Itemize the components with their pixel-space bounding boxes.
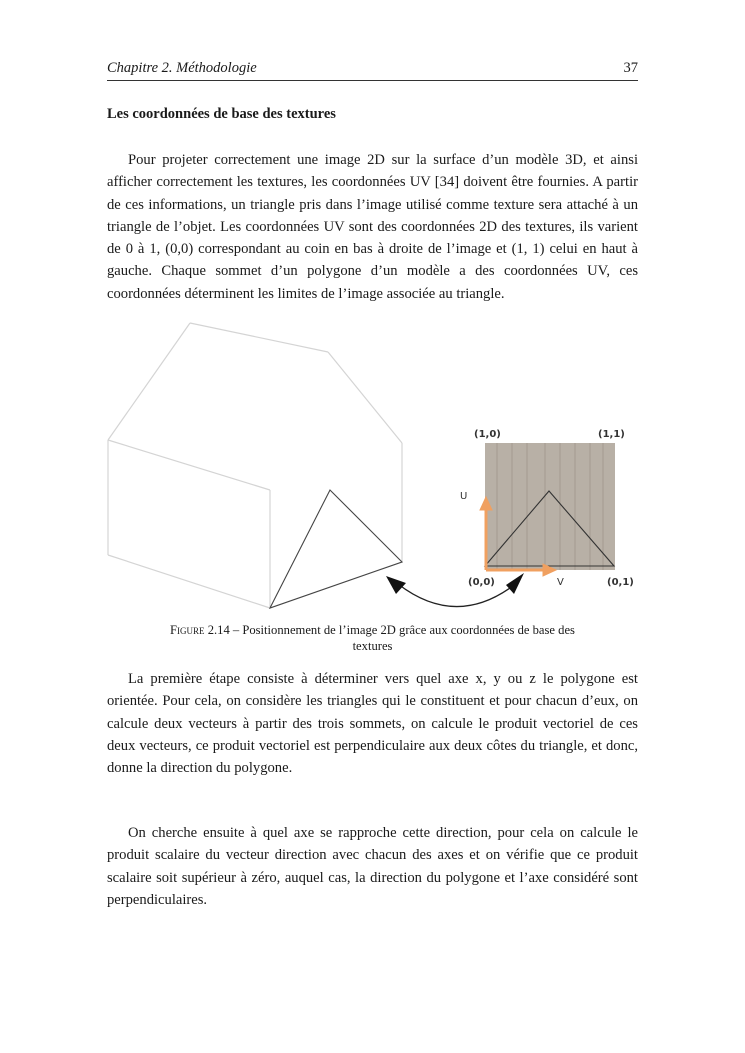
caption-number: 2.14	[207, 623, 230, 637]
label-v: V	[557, 577, 564, 588]
paragraph-3: On cherche ensuite à quel axe se rapproche cette direction, pour cela on calcule le produit scalaire du vecteur direction avec chacun des axes et on vérifie que ce produit scalaire soit supérieur à zéro, auquel cas, la direction du polygone et l’axe considéré sont perpendiculaires.	[107, 825, 638, 908]
running-header	[107, 60, 638, 81]
texture-image	[485, 443, 615, 570]
uv-mapping-figure	[100, 315, 645, 615]
house-model	[108, 323, 402, 608]
arrowhead-left-icon	[386, 576, 406, 594]
label-0-1: (0,1)	[607, 577, 634, 588]
chapter-title: Chapitre 2. Méthodologie	[107, 60, 257, 76]
label-u: U	[460, 491, 468, 502]
model-triangle	[270, 490, 402, 608]
figure-caption	[160, 622, 585, 654]
paragraph-2: La première étape consiste à déterminer vers quel axe x, y ou z le polygone est orientée. Pour cela, on considère les triangles qui le constituent et pour chacun d’eux, on calcule deux vecteurs à partir des trois sommets, on calcule le produit vectoriel de ces deux vecteurs, ce produit vectoriel est perpendiculaire aux deux côtes du triangle, et donc, donne la direction du polygone.	[107, 671, 638, 777]
arrowhead-right-icon	[506, 573, 524, 594]
caption-label: Figure	[170, 623, 205, 637]
paragraph-1: Pour projeter correctement une image 2D sur la surface d’un modèle 3D, et ainsi afficher correctement les textures, les coordonnées UV [34] doivent être fournies. A partir de ces informations, un triangle pris dans l’image utilisé comme texture sera attaché à un triangle de l’objet. Les coordonnées UV sont des coordonnées 2D des textures, ils varient de 0 à 1, (0,0) correspondant au coin en bas à droite de l’image et (1, 1) celui en haut à gauche. Chaque sommet d’un polygone d’un modèle a des coordonnées UV, ces coordonnées déterminent les limites de l’image associée au triangle.	[107, 152, 638, 302]
label-1-0: (1,0)	[474, 429, 501, 440]
label-0-0: (0,0)	[468, 577, 495, 588]
page-number: 37	[623, 60, 638, 76]
caption-text: – Positionnement de l’image 2D grâce aux coordonnées de base des textures	[229, 623, 575, 653]
label-1-1: (1,1)	[598, 429, 625, 440]
section-title: Les coordonnées de base des textures	[107, 106, 336, 122]
